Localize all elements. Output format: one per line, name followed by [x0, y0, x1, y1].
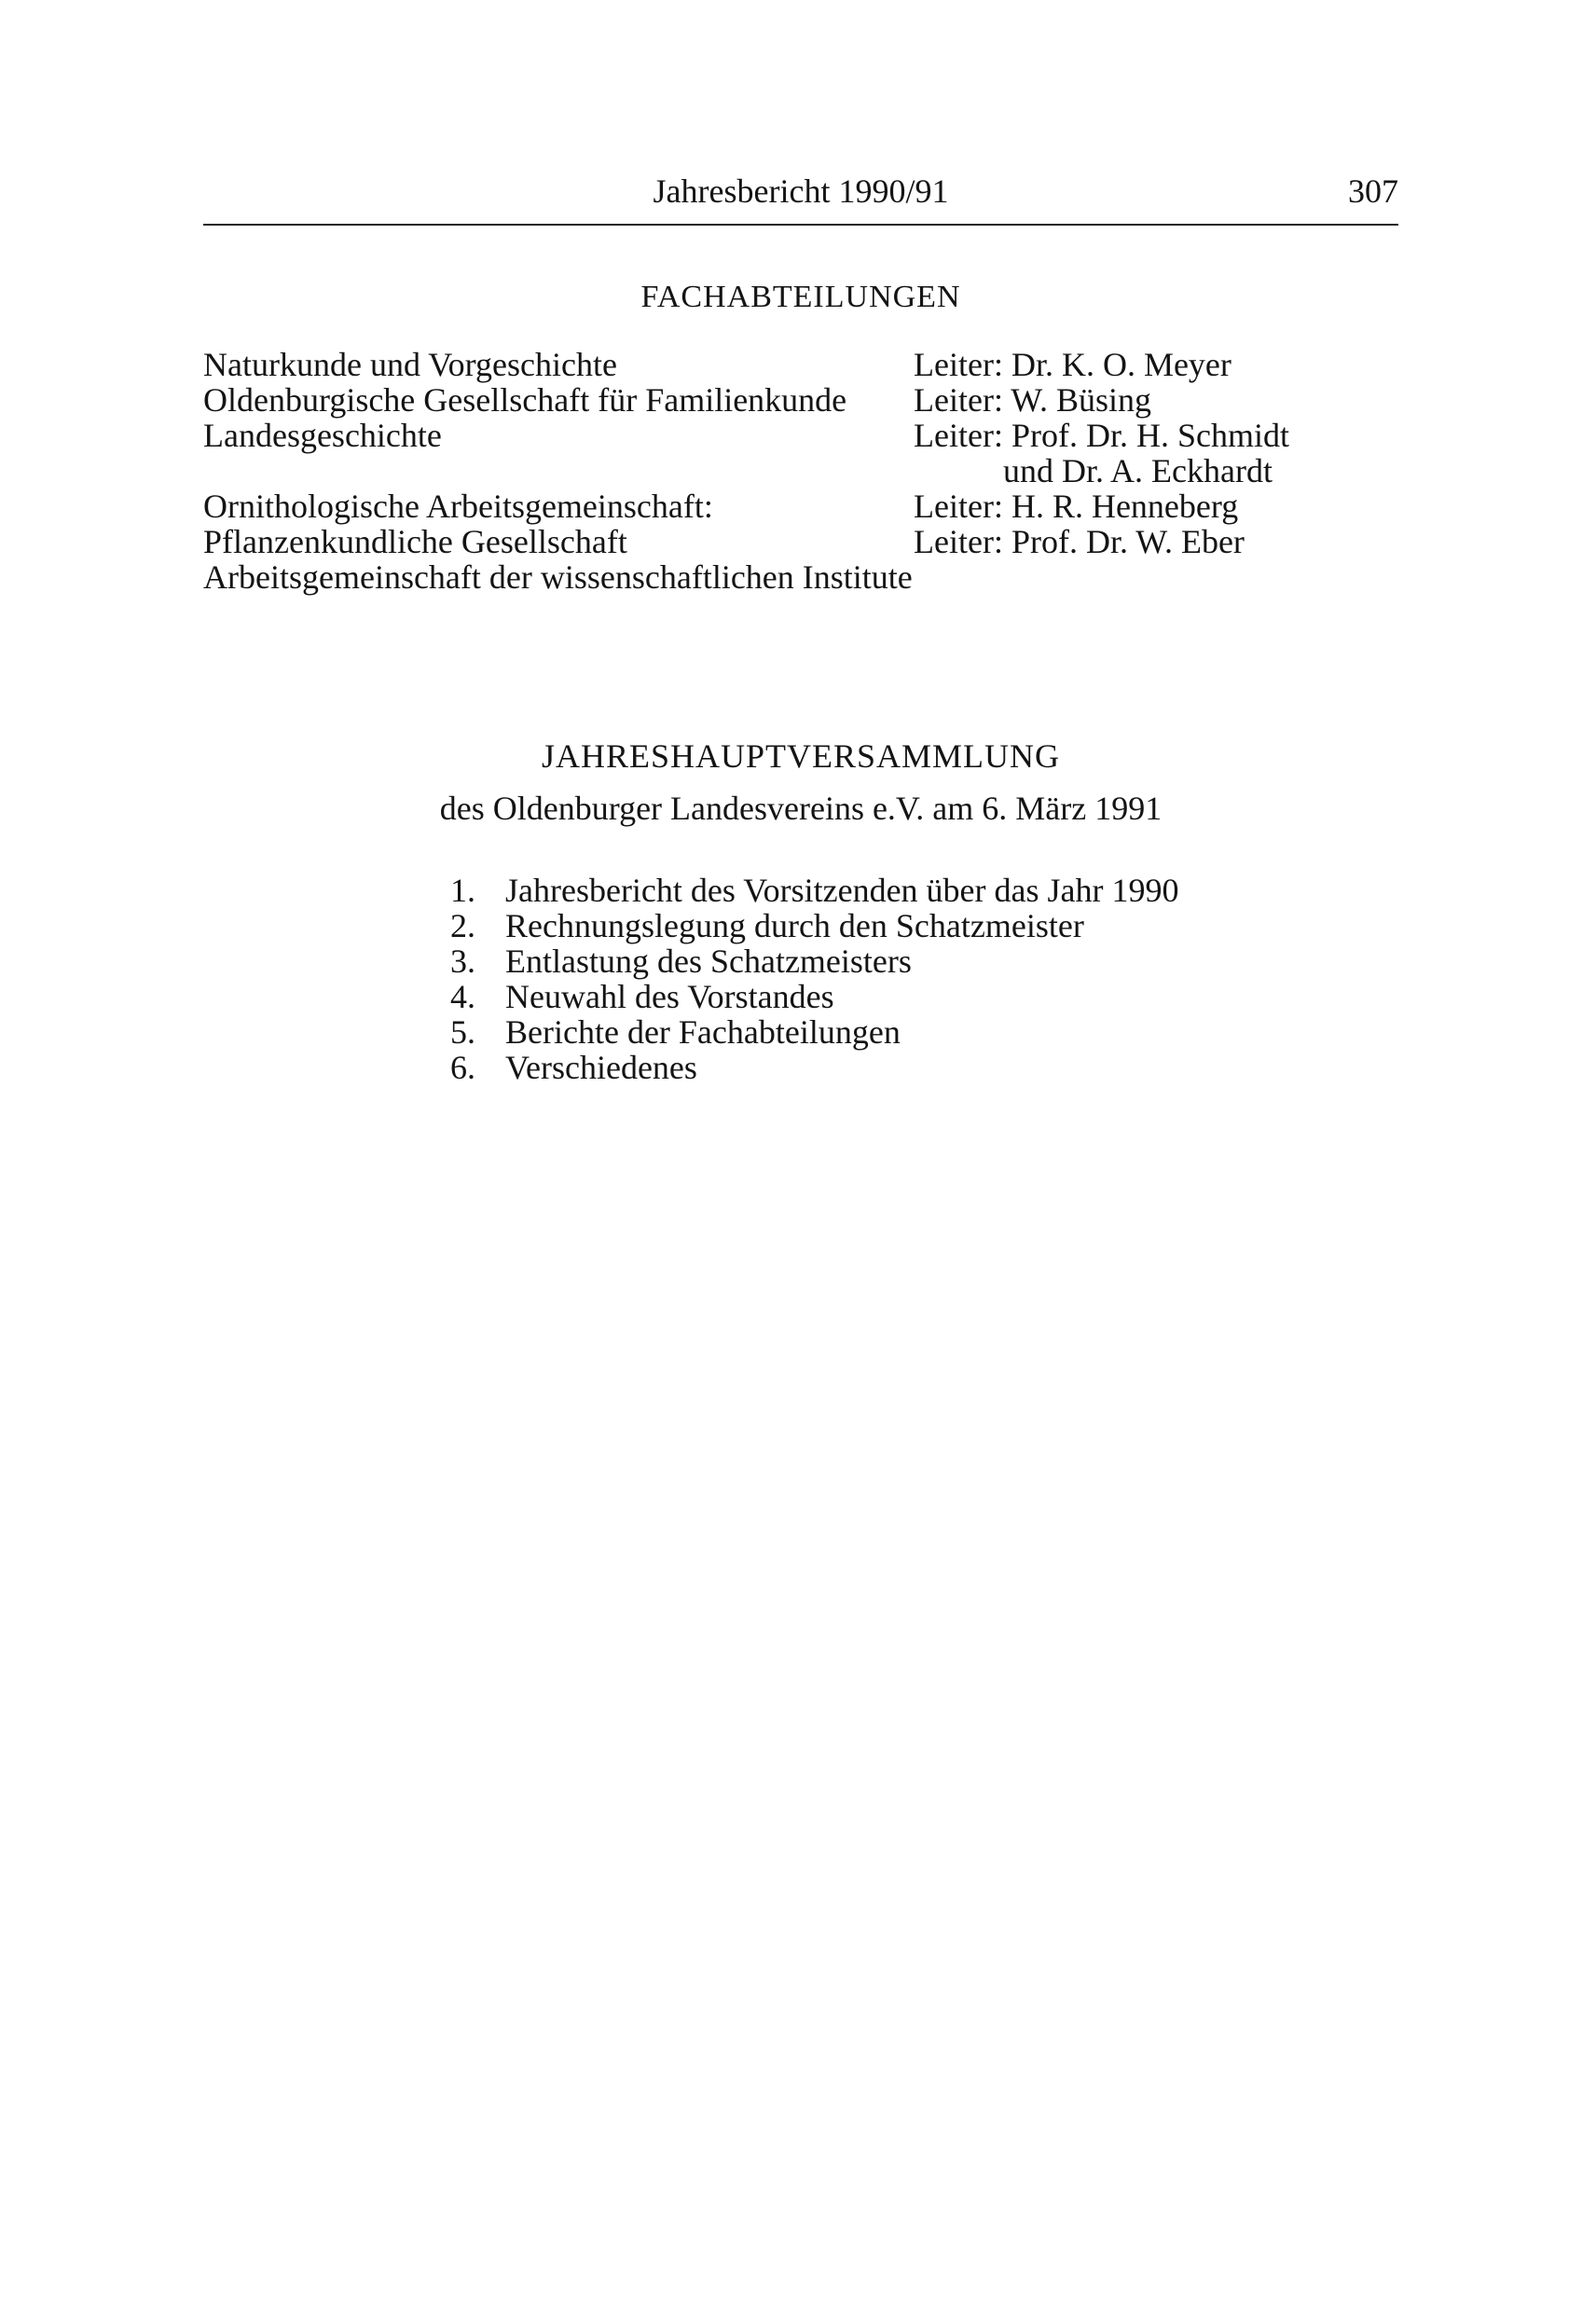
agenda-text: Jahresbericht des Vorsitzenden über das Jahr 1990 — [505, 872, 1179, 909]
department-name: Ornithologische Arbeitsgemeinschaft: — [203, 488, 713, 525]
department-name: Arbeitsgemeinschaft der wissenschaftlichen Institute — [203, 558, 913, 596]
department-row-continuation — [203, 453, 1398, 489]
department-row — [203, 489, 1398, 524]
department-name: Naturkunde und Vorgeschichte — [203, 346, 617, 383]
agenda-number: 2. — [450, 907, 475, 944]
department-name: Landesgeschichte — [203, 417, 442, 454]
running-title: Jahresbericht 1990/91 — [653, 172, 949, 210]
department-row — [203, 347, 1398, 382]
agenda-number: 4. — [450, 978, 475, 1015]
agenda-text: Verschiedenes — [505, 1049, 697, 1086]
section-title-fachabteilungen: FACHABTEILUNGEN — [640, 280, 961, 314]
agenda-text: Berichte der Fachabteilungen — [505, 1013, 901, 1051]
department-list — [203, 347, 1398, 595]
department-leader: Leiter: Dr. K. O. Meyer — [914, 346, 1231, 383]
department-row — [203, 418, 1398, 453]
department-leader: Leiter: H. R. Henneberg — [914, 488, 1239, 525]
agenda-number: 5. — [450, 1013, 475, 1051]
page-number: 307 — [1348, 172, 1398, 210]
department-leader: Leiter: W. Büsing — [914, 381, 1151, 419]
department-leader-continuation: und Dr. A. Eckhardt — [1003, 452, 1273, 489]
department-row — [203, 559, 1398, 595]
department-row — [203, 524, 1398, 559]
section-title-jahreshauptversammlung: JAHRESHAUPTVERSAMMLUNG — [541, 737, 1061, 775]
department-leader: Leiter: Prof. Dr. H. Schmidt — [914, 417, 1289, 454]
running-head — [203, 172, 1398, 220]
department-name: Pflanzenkundliche Gesellschaft — [203, 523, 627, 560]
header-rule — [203, 224, 1398, 226]
agenda-text: Entlastung des Schatzmeisters — [505, 943, 912, 980]
agenda-number: 3. — [450, 943, 475, 980]
agenda-number: 1. — [450, 872, 475, 909]
department-name: Oldenburgische Gesellschaft für Familienkunde — [203, 381, 847, 419]
meeting-subtitle: des Oldenburger Landesvereins e.V. am 6. März 1991 — [439, 790, 1163, 827]
agenda-text: Neuwahl des Vorstandes — [505, 978, 834, 1015]
agenda-text: Rechnungslegung durch den Schatzmeister — [505, 907, 1084, 944]
department-row — [203, 382, 1398, 418]
department-leader: Leiter: Prof. Dr. W. Eber — [914, 523, 1245, 560]
agenda-number: 6. — [450, 1049, 475, 1086]
